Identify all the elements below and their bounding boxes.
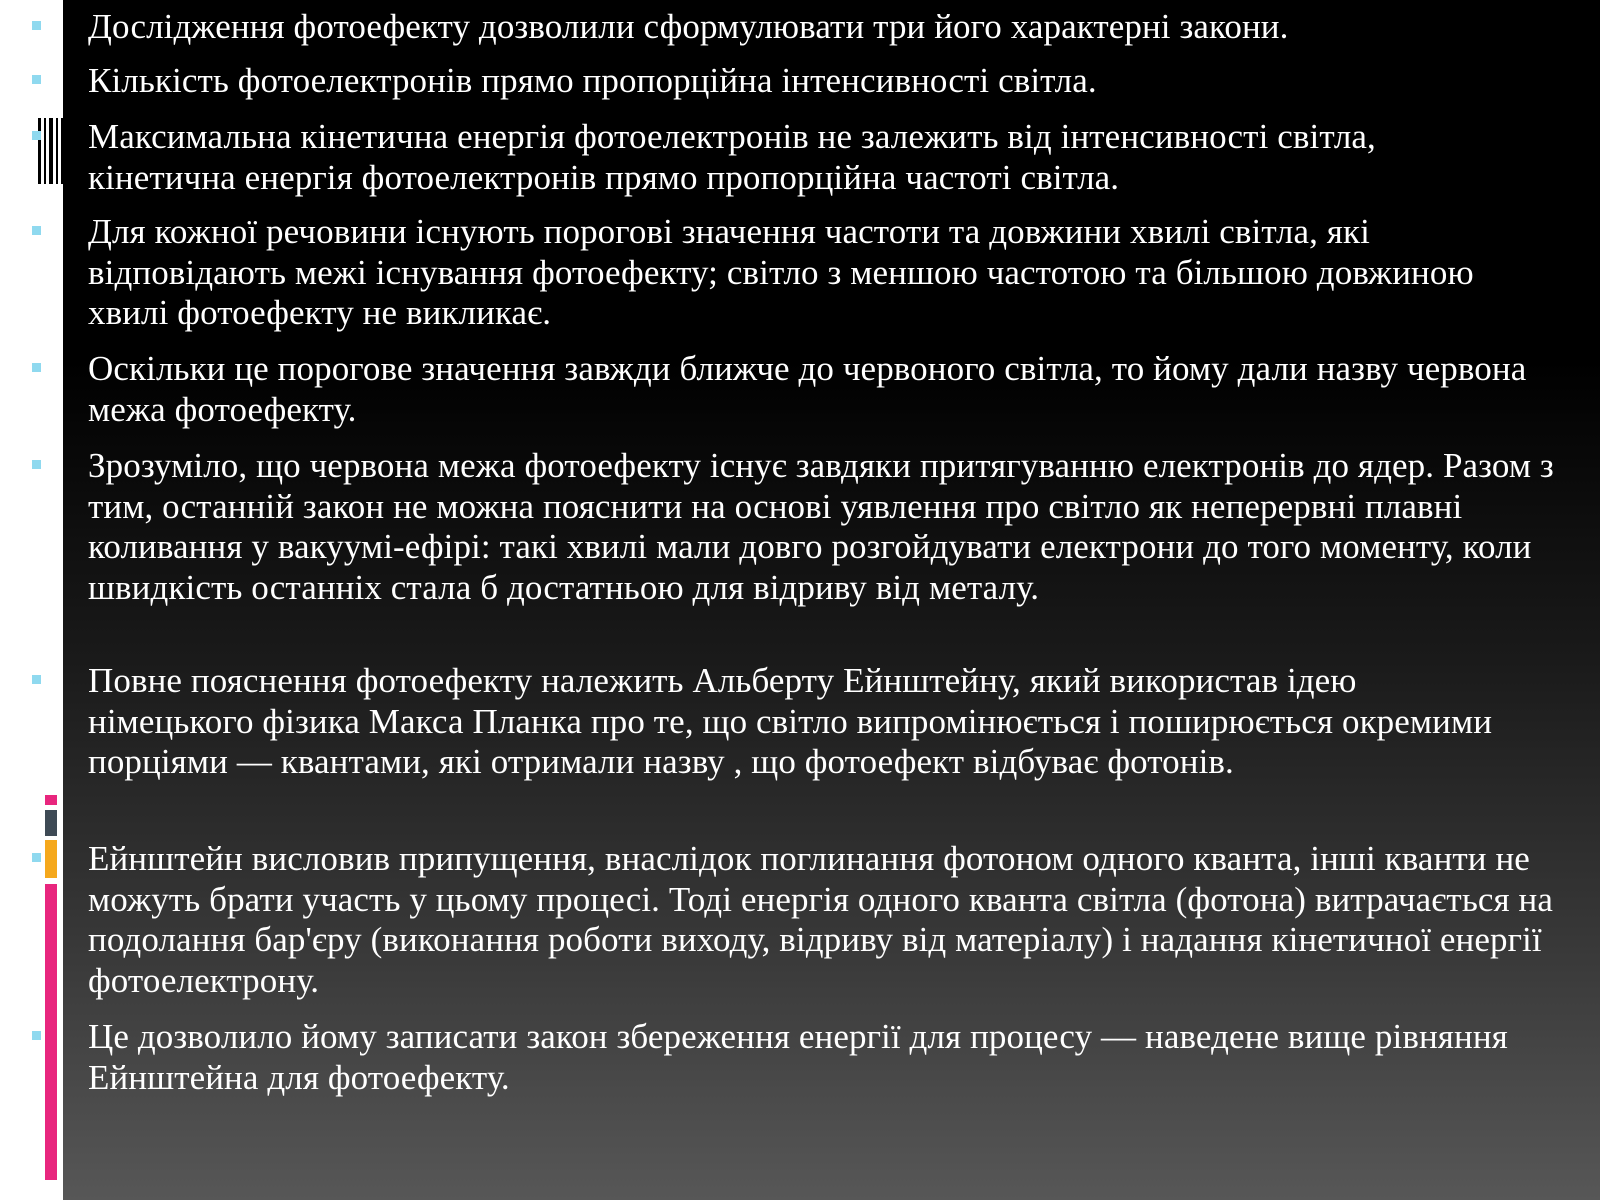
- bullet-item: [88, 446, 1578, 608]
- bullet-item: [88, 839, 1578, 1001]
- bullet-item: [88, 7, 1578, 48]
- bullet-text: Ейнштейн висловив припущення, внаслідок поглинання фотоном одного кванта, інші кванти не можуть брати участь у цьому процесі. Тоді енергія одного кванта світла (фотона) витрачається на подолання бар'єру (виконання роботи виходу, відриву від матеріалу) і надання кінетичної енергії фотоелектрону.: [88, 839, 1554, 1000]
- bullet-text: Це дозволило йому записати закон збереження енергії для процесу — наведене вище рівняння Ейнштейна для фотоефекту.: [88, 1017, 1508, 1097]
- bullet-text: Повне пояснення фотоефекту належить Альберту Ейнштейну, який використав ідею німецького фізика Макса Планка про те, що світло випромінюється і поширюється окремими порціями — квантами, які отримали назву , що фотоефект відбуває фотонів.: [88, 661, 1493, 781]
- bullet-marker-icon: [32, 675, 41, 684]
- bullet-text: Максимальна кінетична енергія фотоелектронів не залежить від інтенсивності світла, кінетична енергія фотоелектронів прямо пропорційна частоті світла.: [88, 117, 1376, 197]
- bullet-text: Зрозуміло, що червона межа фотоефекту існує завдяки притягуванню електронів до ядер. Разом з тим, останній закон не можна пояснити на основі уявлення про світло як неперервні плавні коливання у вакуумі-ефірі: такі хвилі мали довго розгойдувати електрони до того моменту, коли швидкість останніх стала б достатньою для відриву від металу.: [88, 446, 1554, 607]
- bullet-marker-icon: [32, 1031, 41, 1040]
- bullet-text: Оскільки це порогове значення завжди ближче до червоного світла, то йому дали назву червона межа фотоефекту.: [88, 349, 1527, 429]
- bullet-item: [88, 1017, 1578, 1098]
- bullet-marker-icon: [32, 21, 41, 30]
- bullet-item: [88, 61, 1578, 102]
- bullet-item: [88, 117, 1508, 198]
- bullet-marker-icon: [32, 75, 41, 84]
- bullet-marker-icon: [32, 460, 41, 469]
- bullet-item: [88, 212, 1518, 334]
- bullet-marker-icon: [32, 853, 41, 862]
- bullet-marker-icon: [32, 363, 41, 372]
- bullet-marker-icon: [32, 131, 41, 140]
- bullet-item: [88, 661, 1508, 783]
- bullet-text: Кількість фотоелектронів прямо пропорційна інтенсивності світла.: [88, 61, 1097, 100]
- bullet-item: [88, 349, 1578, 430]
- bullet-text: Дослідження фотоефекту дозволили сформулювати три його характерні закони.: [88, 7, 1289, 46]
- bullet-text: Для кожної речовини існують порогові значення частоти та довжини хвилі світла, які відповідають межі існування фотоефекту; світло з меншою частотою та більшою довжиною хвилі фотоефекту не викликає.: [88, 212, 1474, 332]
- bullet-marker-icon: [32, 226, 41, 235]
